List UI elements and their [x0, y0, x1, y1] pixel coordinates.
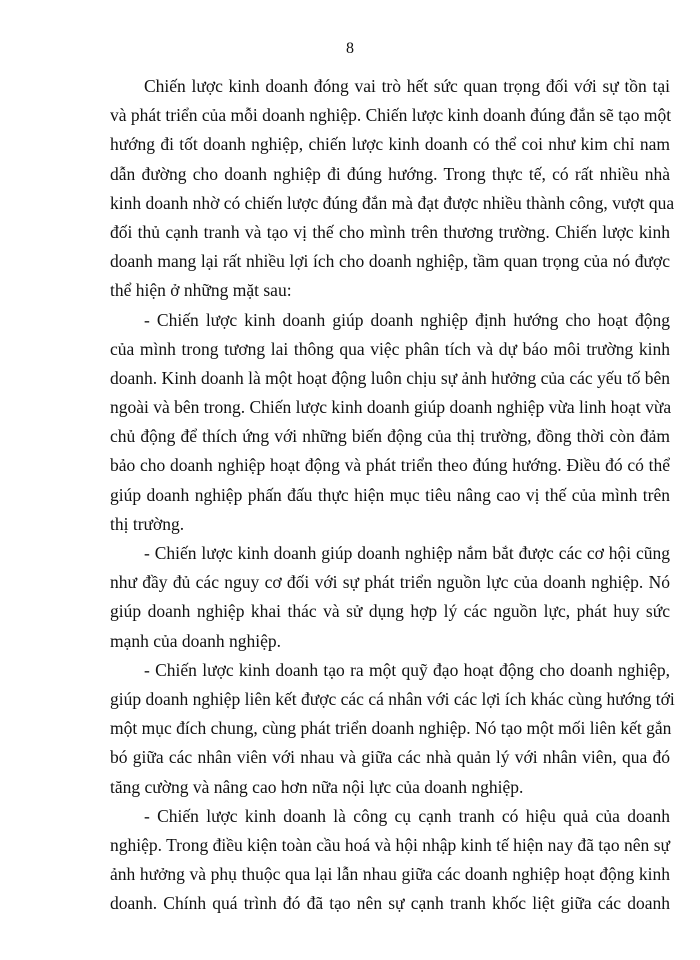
text-line: như đầy đủ các nguy cơ đối với sự phát triển nguồn lực của doanh nghiệp. Nó — [110, 572, 670, 593]
text-line: mạnh của doanh nghiệp. — [110, 630, 282, 651]
body-text — [110, 72, 675, 918]
text-line: doanh mang lại rất nhiều lợi ích cho doanh nghiệp, tầm quan trọng của nó được — [110, 251, 670, 272]
paragraph — [110, 802, 670, 919]
text-line: hướng đi tốt doanh nghiệp, chiến lược kinh doanh có thể coi như kim chỉ nam — [110, 134, 670, 155]
text-line: giúp doanh nghiệp phấn đấu thực hiện mục tiêu nâng cao vị thế của mình trên — [110, 484, 670, 505]
text-line: bó giữa các nhân viên với nhau và giữa các nhà quản lý với nhân viên, qua đó — [110, 747, 670, 768]
text-line: đối thủ cạnh tranh và tạo vị thế cho mình trên thương trường. Chiến lược kinh — [110, 221, 670, 242]
paragraph — [110, 656, 675, 802]
text-line: chủ động để thích ứng với những biến động của thị trường, đồng thời còn đảm — [110, 426, 670, 447]
text-line: kinh doanh nhờ có chiến lược đúng đắn mà đạt được nhiều thành công, vượt qua — [110, 192, 675, 213]
text-line: - Chiến lược kinh doanh là công cụ cạnh tranh có hiệu quả của doanh — [144, 805, 670, 826]
text-line: của mình trong tương lai thông qua việc phân tích và dự báo môi trường kinh — [110, 338, 670, 359]
text-line: giúp doanh nghiệp liên kết được các cá nhân với các lợi ích khác cùng hướng tới — [110, 688, 675, 709]
text-line: ảnh hưởng và phụ thuộc qua lại lẫn nhau giữa các doanh nghiệp hoạt động kinh — [110, 864, 670, 885]
paragraph — [110, 539, 670, 656]
text-line: - Chiến lược kinh doanh giúp doanh nghiệp nắm bắt được các cơ hội cũng — [144, 543, 670, 563]
text-line: doanh. Kinh doanh là một hoạt động luôn chịu sự ảnh hưởng của các yếu tố bên — [110, 367, 670, 388]
text-line: doanh. Chính quá trình đó đã tạo nên sự cạnh tranh khốc liệt giữa các doanh — [110, 893, 670, 914]
text-line: dẫn đường cho doanh nghiệp đi đúng hướng. Trong thực tế, có rất nhiều nhà — [110, 163, 670, 184]
text-line: nghiệp. Trong điều kiện toàn cầu hoá và hội nhập kinh tế hiện nay đã tạo nên sự — [110, 834, 670, 855]
text-line: thị trường. — [110, 513, 185, 534]
paragraph — [110, 306, 670, 540]
text-line: Chiến lược kinh doanh đóng vai trò hết sức quan trọng đối với sự tồn tại — [144, 76, 670, 96]
text-line: tăng cường và nâng cao hơn nữa nội lực của doanh nghiệp. — [110, 776, 524, 797]
text-line: và phát triển của mỗi doanh nghiệp. Chiến lược kinh doanh đúng đắn sẽ tạo một — [110, 105, 672, 126]
text-line: ngoài và bên trong. Chiến lược kinh doanh giúp doanh nghiệp vừa linh hoạt vừa — [110, 397, 672, 418]
text-line: một mục đích chung, cùng phát triển doanh nghiệp. Nó tạo một mối liên kết gắn — [110, 718, 672, 739]
paragraph — [110, 72, 675, 306]
text-line: - Chiến lược kinh doanh giúp doanh nghiệp định hướng cho hoạt động — [144, 309, 670, 330]
page-number: 8 — [346, 40, 354, 57]
text-line: - Chiến lược kinh doanh tạo ra một quỹ đạo hoạt động cho doanh nghiệp, — [144, 659, 670, 680]
text-line: thể hiện ở những mặt sau: — [110, 280, 292, 301]
text-line: bảo cho doanh nghiệp hoạt động và phát triển theo đúng hướng. Điều đó có thể — [110, 455, 670, 476]
text-line: giúp doanh nghiệp khai thác và sử dụng hợp lý các nguồn lực, phát huy sức — [110, 601, 670, 622]
